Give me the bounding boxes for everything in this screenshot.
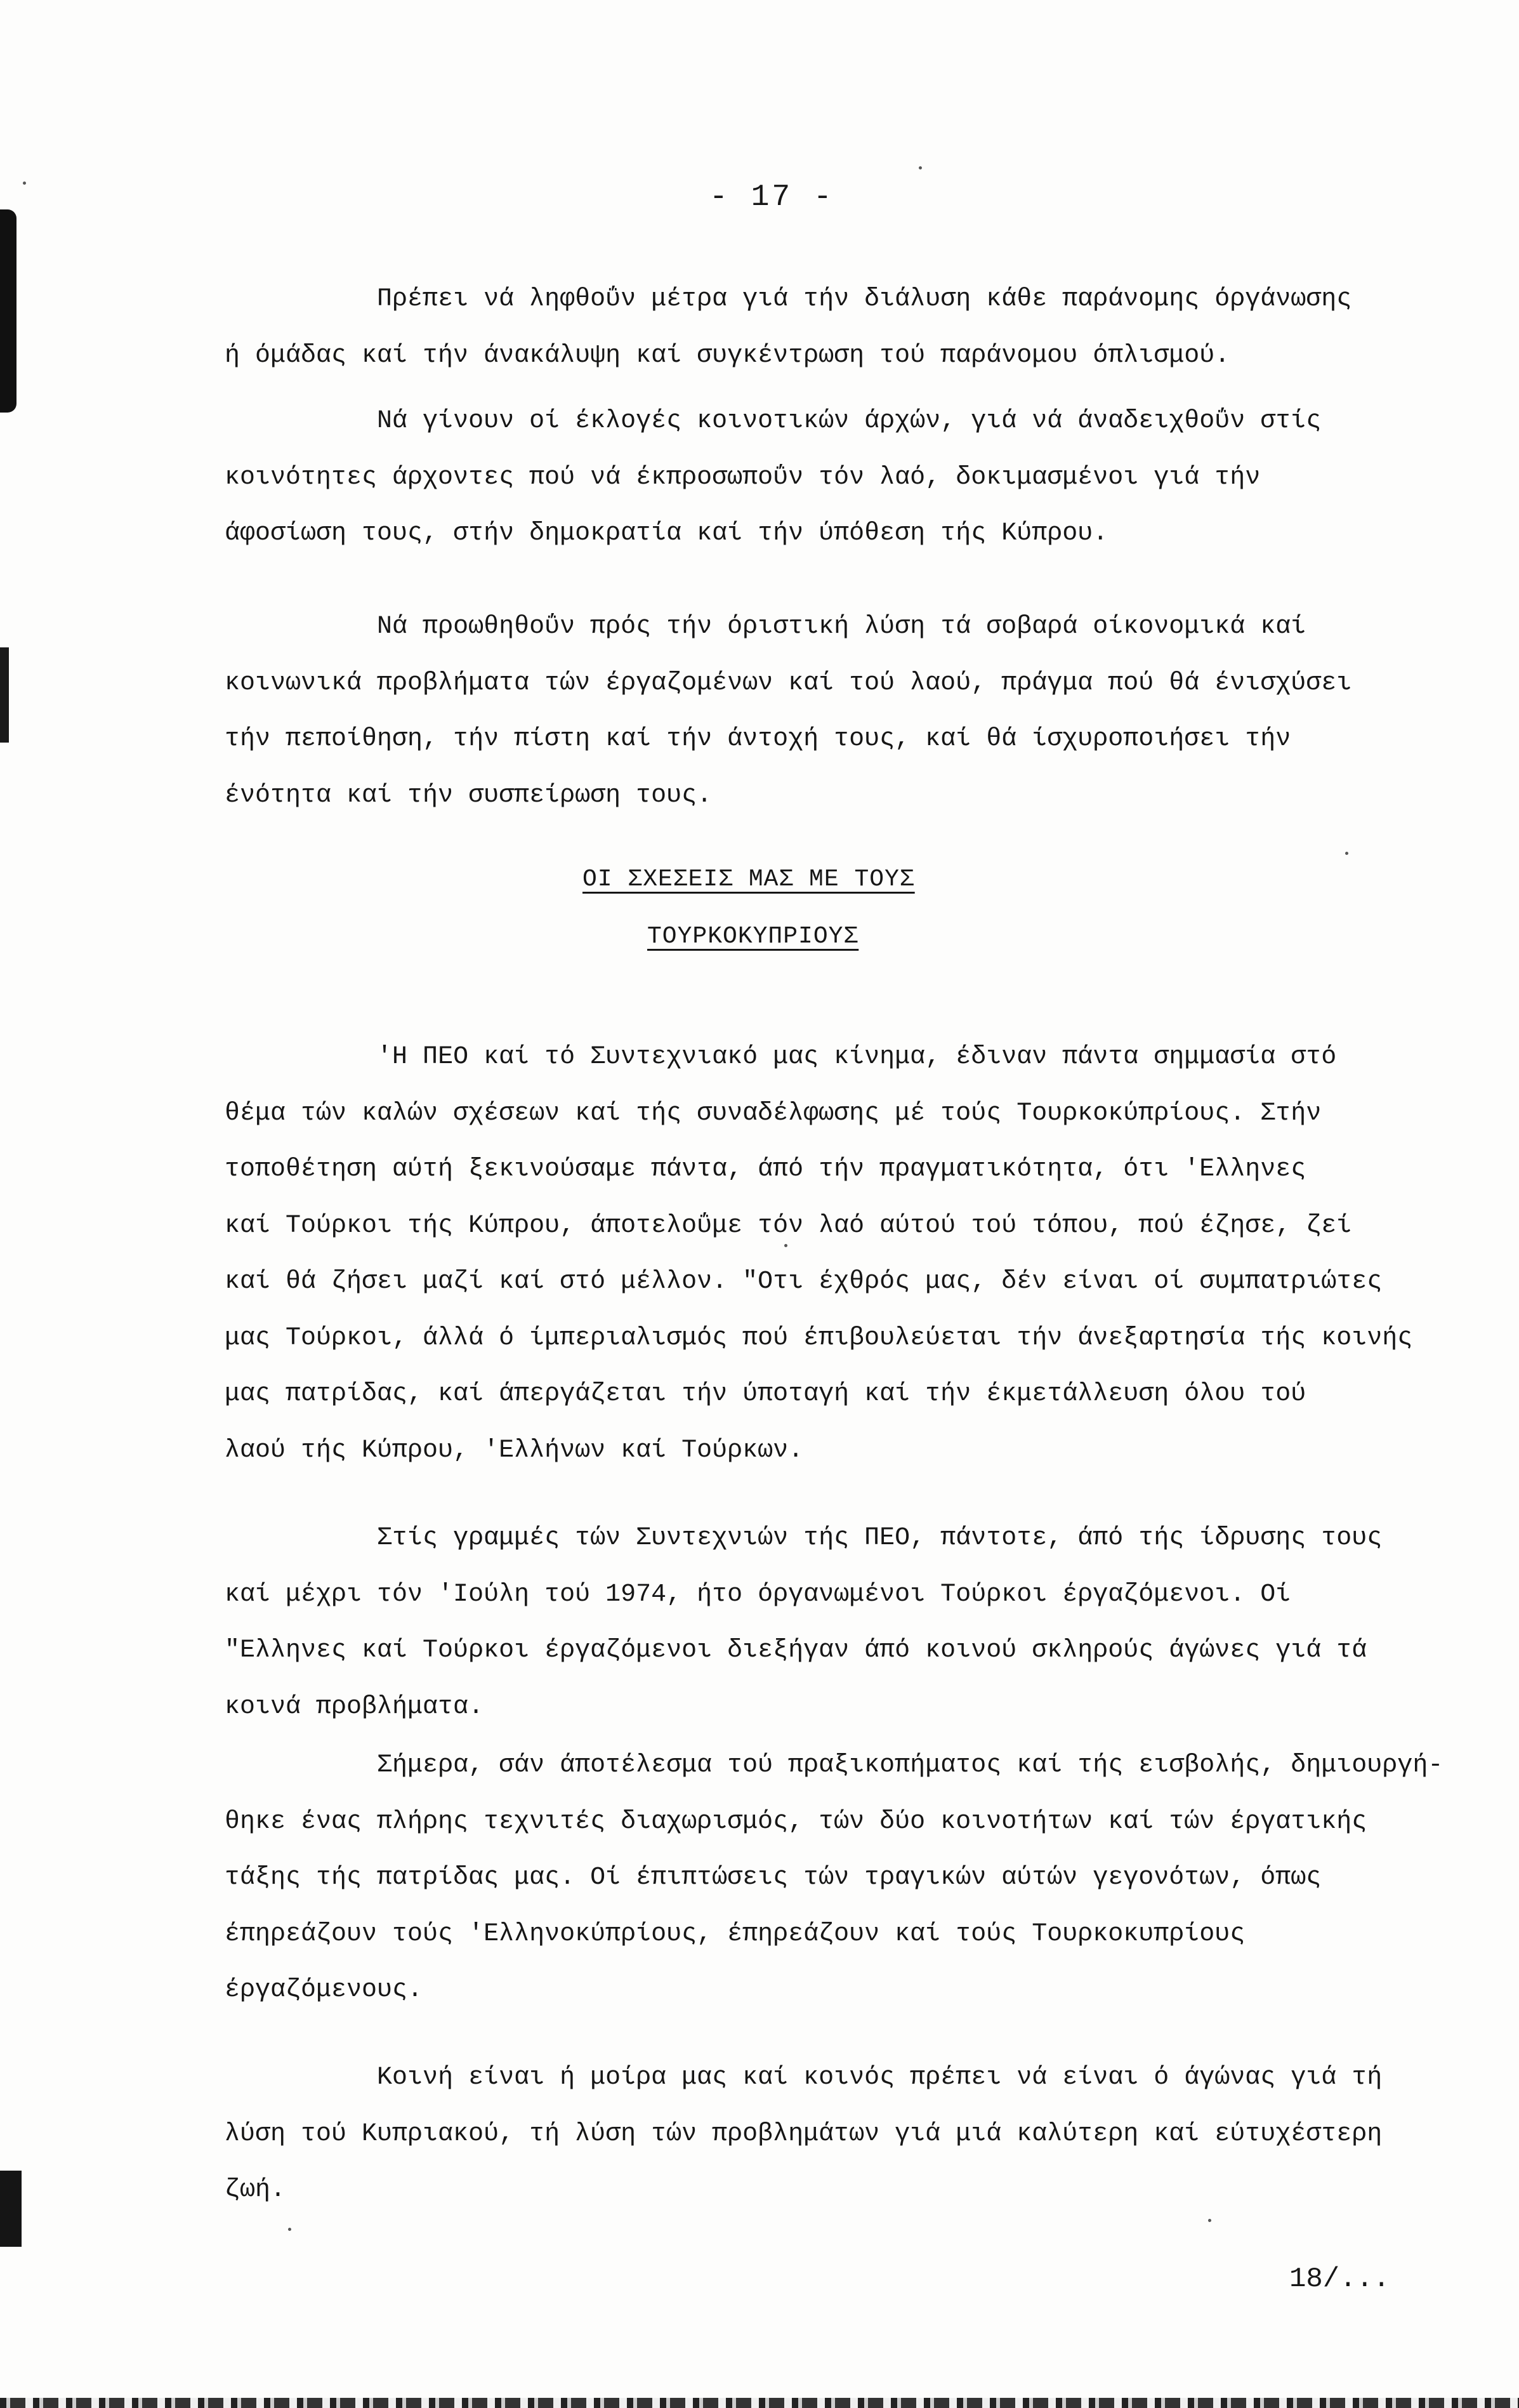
scan-speck bbox=[1208, 2219, 1211, 2222]
paragraph-5: Στίς γραμμές τών Συντεχνιών τής ΠΕΟ, πάντοτε, άπό τής ίδρυσης τους καί μέχρι τόν 'Ιούλη τού 1974, ήτο όργανωμένοι Τούρκοι έργαζόμενοι. Οί "Ελληνες καί Τούρκοι έργαζόμενοι διεξήγαν άπό κοινού σκληρούς άγώνες γιά τά κοινά προβλήματα. bbox=[225, 1524, 1383, 1721]
scan-edge-shadow bbox=[0, 647, 9, 743]
paragraph-7: Κοινή είναι ή μοίρα μας καί κοινός πρέπει νά είναι ό άγώνας γιά τή λύση τού Κυπριακού, τή λύση τών προβλημάτων γιά μιά καλύτερη καί εύτυχέστερη ζωή. bbox=[225, 2063, 1383, 2204]
section-heading-line1: ΟΙ ΣΧΕΣΕΙΣ ΜΑΣ ΜΕ ΤΟΥΣ bbox=[582, 866, 915, 893]
paragraph-6: Σήμερα, σάν άποτέλεσμα τού πραξικοπήματος καί τής εισβολής, δημιουργή- θηκε ένας πλήρης τεχνιτές διαχωρισμός, τών δύο κοινοτήτων καί τών έργατικής τάξης τής πατρίδας μας. Οί έπιπτώσεις τών τραγικών αύτών γεγονότων, όπως έπηρεάζουν τούς 'Ελληνοκύπρίους, έπηρεάζουν καί τούς Τουρκοκυπρίους έργαζόμενους. bbox=[225, 1751, 1443, 2004]
scan-speck bbox=[1345, 852, 1348, 855]
scan-speck bbox=[919, 166, 922, 169]
scan-edge-shadow bbox=[0, 2171, 22, 2247]
scan-speck bbox=[23, 182, 26, 185]
paragraph-3: Νά προωθηθοΰν πρός τήν όριστική λύση τά σοβαρά οίκονομικά καί κοινωνικά προβλήματα τών έργαζομένων καί τού λαού, πράγμα πού θά ένισχύσει τήν πεποίθηση, τήν πίστη καί τήν άντοχή τους, καί θά ίσχυροποιήσει τήν ένότητα καί τήν συσπείρωση τους. bbox=[225, 612, 1352, 810]
page-number: - 17 - bbox=[709, 180, 834, 215]
scan-bottom-edge bbox=[0, 2398, 1519, 2408]
continuation-marker: 18/... bbox=[1289, 2263, 1390, 2295]
paragraph-4: 'Η ΠΕΟ καί τό Συντεχνιακό μας κίνημα, έδιναν πάντα σημμασία στό θέμα τών καλών σχέσεων καί τής συναδέλφωσης μέ τούς Τουρκοκύπρίους. Στήν τοποθέτηση αύτή ξεκινούσαμε πάντα, άπό τήν πραγματικότητα, ότι 'Ελληνες καί Τούρκοι τής Κύπρου, άποτελοΰμε τόν λαό αύτού τού τόπου, πού έζησε, ζεί καί θά ζήσει μαζί καί στό μέλλον. "Οτι έχθρός μας, δέν είναι οί συμπατριώτες μας Τούρκοι, άλλά ό ίμπεριαλισμός πού έπιβουλεύεται τήν άνεξαρτησία τής κοινής μας πατρίδας, καί άπεργάζεται τήν ύποταγή καί τήν έκμετάλλευση όλου τού λαού τής Κύπρου, 'Ελλήνων καί Τούρκων. bbox=[225, 1043, 1413, 1465]
paragraph-1: Πρέπει νά ληφθοΰν μέτρα γιά τήν διάλυση κάθε παράνομης όργάνωσης ή όμάδας καί τήν άνακάλυψη καί συγκέντρωση τού παράνομου όπλισμού. bbox=[225, 285, 1352, 370]
paragraph-2: Νά γίνουν οί έκλογές κοινοτικών άρχών, γιά νά άναδειχθοΰν στίς κοινότητες άρχοντες πού νά έκπροσωποΰν τόν λαό, δοκιμασμένοι γιά τήν άφοσίωση τους, στήν δημοκρατία καί τήν ύπόθεση τής Κύπρου. bbox=[225, 407, 1322, 548]
scan-speck bbox=[288, 2228, 291, 2231]
section-heading-line2: ΤΟΥΡΚΟΚΥΠΡΙΟΥΣ bbox=[647, 923, 859, 950]
scan-edge-shadow bbox=[0, 209, 16, 413]
